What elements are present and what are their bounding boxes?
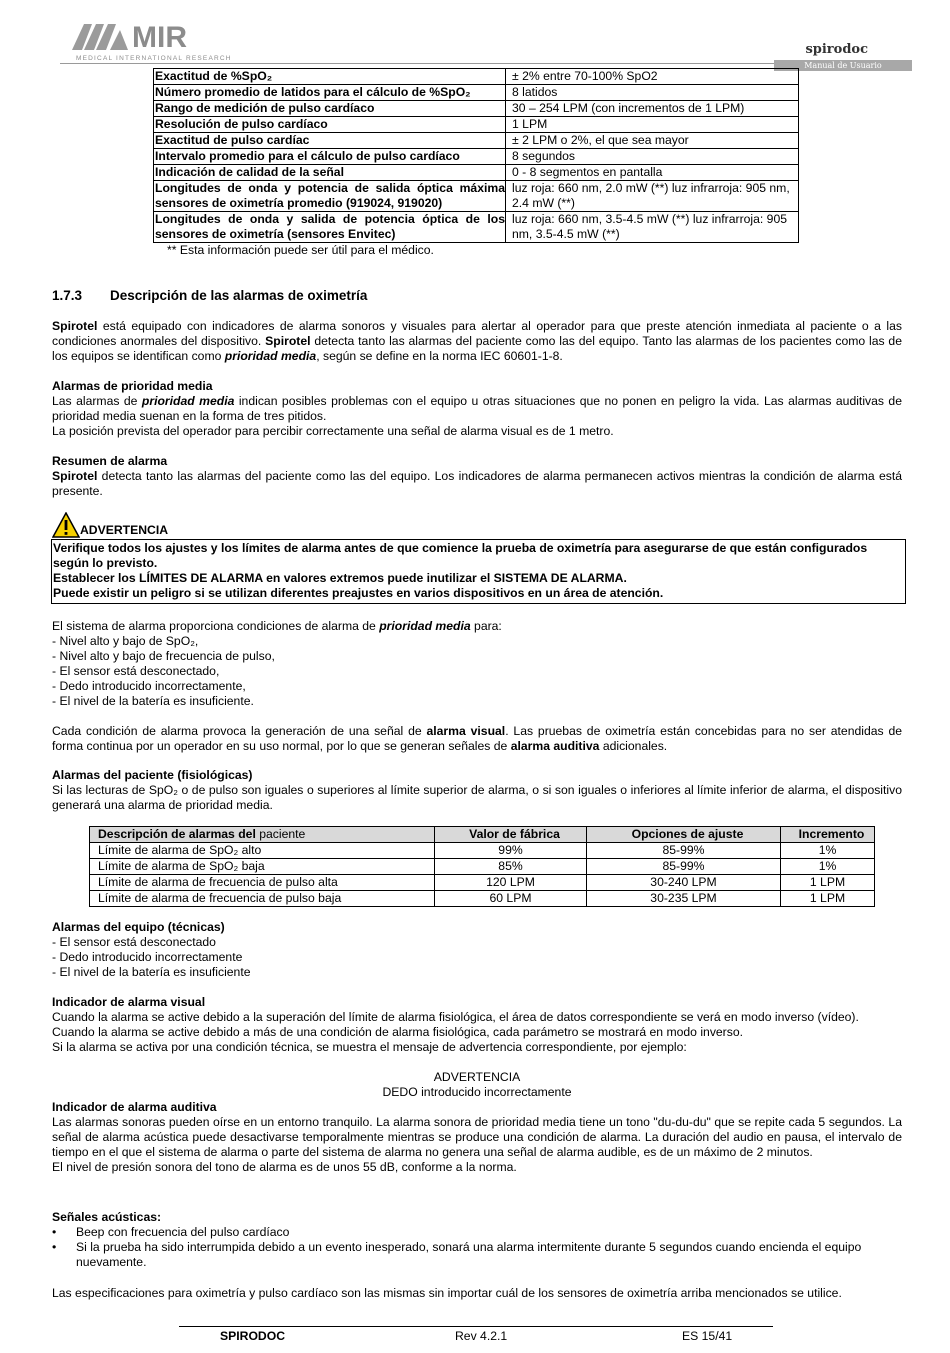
section-heading xyxy=(52,288,367,303)
table-row xyxy=(154,85,799,101)
section-title: Descripción de las alarmas de oximetría xyxy=(110,288,368,303)
table-cell: 1 LPM xyxy=(781,875,875,891)
logo-text: MIR xyxy=(132,21,187,54)
table-cell: Límite de alarma de frecuencia de pulso alta xyxy=(90,875,435,891)
closing-paragraph: Las especificaciones para oximetría y pulso cardíaco son las mismas sin importar cuál de los sensores de oximetría arriba mencionados se utilice. xyxy=(52,1286,842,1300)
spec-label: Longitudes de onda y potencia de salida óptica máxima sensores de oximetría promedio (919024, 919020) xyxy=(155,181,505,210)
patient-alarms-heading: Alarmas del paciente (fisiológicas) xyxy=(52,768,253,782)
table-cell: 60 LPM xyxy=(435,891,587,907)
warning-triangle-icon xyxy=(52,512,80,538)
visual-indicator-heading: Indicador de alarma visual xyxy=(52,995,206,1009)
example-warning-title: ADVERTENCIA xyxy=(433,1070,521,1084)
table-row xyxy=(90,875,875,891)
section-number: 1.7.3 xyxy=(52,288,83,303)
example-warning-text: DEDO introducido incorrectamente xyxy=(382,1085,572,1099)
list-item: - El sensor está desconectado, xyxy=(52,664,220,678)
logo-subtext: MEDICAL INTERNATIONAL RESEARCH xyxy=(76,55,232,62)
spec-label: Exactitud de pulso cardíac xyxy=(154,133,506,149)
spec-value: 8 segundos xyxy=(506,149,799,165)
signals-heading: Señales acústicas: xyxy=(52,1210,162,1224)
acoustic-signals-section xyxy=(52,1210,902,1270)
spec-label: Número promedio de latidos para el cálculo de %SpO₂ xyxy=(154,85,506,101)
table-cell: 85% xyxy=(435,859,587,875)
list-item: - Nivel alto y bajo de frecuencia de pulso, xyxy=(52,649,275,663)
table-row xyxy=(154,133,799,149)
table-header-row: Descripción de alarmas del paciente Valor de fábrica Opciones de ajuste Incremento xyxy=(90,827,875,843)
table-cell: 1 LPM xyxy=(781,891,875,907)
footer-revision: Rev 4.2.1 xyxy=(455,1329,508,1343)
list-item: - El nivel de la batería es insuficiente xyxy=(52,965,251,979)
spec-value: ± 2 LPM o 2%, el que sea mayor xyxy=(506,133,799,149)
list-item: - Dedo introducido incorrectamente xyxy=(52,950,243,964)
table-row xyxy=(154,101,799,117)
spec-value: luz roja: 660 nm, 3.5-4.5 mW (**) luz infrarroja: 905 nm, 3.5-4.5 mW (**) xyxy=(506,212,799,243)
table-row xyxy=(154,165,799,181)
alarm-summary-section: Resumen de alarma Spirotel detecta tanto las alarmas del paciente como las del equipo. Los indicadores de alarma permanecen activos mientras la condición de alarma está presente. xyxy=(52,454,902,498)
spec-label: Rango de medición de pulso cardíaco xyxy=(154,101,506,117)
table-row xyxy=(154,212,799,243)
table-row xyxy=(154,69,799,85)
mir-logo xyxy=(70,16,240,64)
product-name: spirodoc xyxy=(805,42,868,57)
table-cell: 30-235 LPM xyxy=(587,891,781,907)
list-item: • Beep con frecuencia del pulso cardíaco xyxy=(52,1225,902,1240)
list-item: • Si la prueba ha sido interrumpida debido a un evento inesperado, sonará una alarma intermitente durante 5 segundos cuando encienda el equipo nuevamente. xyxy=(52,1240,902,1270)
list-item: - El sensor está desconectado xyxy=(52,935,216,949)
footer-rule xyxy=(179,1326,773,1327)
warning-title: ADVERTENCIA xyxy=(80,523,169,537)
intro-paragraph: Spirotel está equipado con indicadores de alarma sonoros y visuales para alertar al operador para que preste atención inmediata al paciente o a las condiciones anormales del dispositivo. Spirotel detecta tanto las alarmas del paciente como las del equipo. Tanto las alarmas de los pacientes como las de los equipos se identifican como prioridad media, según se define en la norma IEC 60601-1-8. xyxy=(52,319,902,363)
equipment-alarms-heading: Alarmas del equipo (técnicas) xyxy=(52,920,225,934)
medium-priority-heading: Alarmas de prioridad media xyxy=(52,379,213,393)
spec-value: luz roja: 660 nm, 2.0 mW (**) luz infrarroja: 905 nm, 2.4 mW (**) xyxy=(506,181,799,212)
list-item: - El nivel de la batería es insuficiente. xyxy=(52,694,254,708)
spec-value: 1 LPM xyxy=(506,117,799,133)
table-cell: 99% xyxy=(435,843,587,859)
table-cell: Límite de alarma de SpO₂ alto xyxy=(90,843,435,859)
table-cell: 85-99% xyxy=(587,843,781,859)
table-cell: 30-240 LPM xyxy=(587,875,781,891)
spec-label: Longitudes de onda y salida de potencia óptica de los sensores de oximetría (sensores Envitec) xyxy=(155,212,505,241)
alarm-limits-table xyxy=(89,826,875,907)
table-row xyxy=(90,843,875,859)
specs-table xyxy=(153,68,799,243)
list-item: - Nivel alto y bajo de SpO₂, xyxy=(52,634,199,648)
summary-heading: Resumen de alarma xyxy=(52,454,168,468)
medium-priority-section: Alarmas de prioridad media Las alarmas de prioridad media indican posibles problemas con el equipo u otras situaciones que no ponen en peligro la vida. Las alarmas auditivas de prioridad media suenan en la forma de tres pitidos. La posición prevista del operador para percibir correctamente una señal de alarma visual es de 1 metro. xyxy=(52,379,902,438)
equipment-alarms-section xyxy=(52,920,902,980)
specs-note: ** Esta información puede ser útil para el médico. xyxy=(167,243,434,257)
table-cell: Límite de alarma de SpO₂ baja xyxy=(90,859,435,875)
spec-label: Resolución de pulso cardíaco xyxy=(154,117,506,133)
table-cell: Límite de alarma de frecuencia de pulso baja xyxy=(90,891,435,907)
auditory-heading: Indicador de alarma auditiva xyxy=(52,1100,217,1114)
table-row xyxy=(154,181,799,212)
table-cell: 1% xyxy=(781,859,875,875)
table-row xyxy=(154,149,799,165)
patient-alarms-section: Alarmas del paciente (fisiológicas) Si las lecturas de SpO₂ o de pulso son iguales o superiores al límite superior de alarma, o si son iguales o inferiores al límite inferior de alarma, el dispositivo generará una alarma de prioridad media. xyxy=(52,768,902,812)
spec-label: Indicación de calidad de la señal xyxy=(154,165,506,181)
spec-value: ± 2% entre 70-100% SpO2 xyxy=(506,69,799,85)
table-row xyxy=(90,891,875,907)
visual-indicator-section: Indicador de alarma visual Cuando la alarma se active debido a la superación del límite de alarma fisiológica, el área de datos correspondiente se verá en modo inverso (vídeo). Cuando la alarma se active debido a más de una condición de alarma fisiológica, cada parámetro se mostrará en modo inverso. Si la alarma se activa por una condición técnica, se muestra el mensaje de advertencia correspondiente, por ejemplo: ADVERTENCIA DEDO introducido incorrectamente xyxy=(52,995,902,1100)
auditory-indicator-section: Indicador de alarma auditiva Las alarmas sonoras pueden oírse en un entorno tranquilo. La alarma sonora de prioridad media tiene un tono "du-du-du" que se repite cada 5 segundos. La señal de alarma acústica puede desactivarse temporalmente mientras se produce una condición de alarma. La duración del audio en pausa, el intervalo de tiempo en el que el sistema de alarma o parte del sistema de alarma no genera una señal de alarma audible, es de un máximo de 2 minutos. El nivel de presión sonora del tono de alarma es de unos 55 dB, conforme a la norma. xyxy=(52,1100,902,1174)
spec-value: 0 - 8 segmentos en pantalla xyxy=(506,165,799,181)
spec-value: 30 – 254 LPM (con incrementos de 1 LPM) xyxy=(506,101,799,117)
table-row xyxy=(154,117,799,133)
table-cell: 85-99% xyxy=(587,859,781,875)
spec-value: 8 latidos xyxy=(506,85,799,101)
table-cell: 120 LPM xyxy=(435,875,587,891)
table-cell: 1% xyxy=(781,843,875,859)
footer-product: SPIRODOC xyxy=(220,1329,286,1343)
spec-label: Exactitud de %SpO₂ xyxy=(154,69,506,85)
list-item: - Dedo introducido incorrectamente, xyxy=(52,679,246,693)
table-row xyxy=(90,859,875,875)
alarm-conditions: El sistema de alarma proporciona condiciones de alarma de prioridad media para: - Nivel alto y bajo de SpO₂, - Nivel alto y bajo de frecuencia de pulso, - El sensor está desconectado, - Dedo introducido incorrectamente, - El nivel de la batería es insuficiente. xyxy=(52,619,902,709)
spec-label: Intervalo promedio para el cálculo de pulso cardíaco xyxy=(154,149,506,165)
visual-signal-paragraph: Cada condición de alarma provoca la generación de una señal de alarma visual. Las pruebas de oximetría están concebidas para no ser atendidas de forma continua por un operador en su uso normal, por lo que se generan señales de alarma auditiva adicionales. xyxy=(52,724,903,753)
footer-page-number: ES 15/41 xyxy=(682,1329,733,1343)
warning-box: Verifique todos los ajustes y los límites de alarma antes de que comience la prueba de oximetría para asegurarse de que están configurados según lo previsto. Establecer los LÍMITES DE ALARMA en valores extremos puede inutilizar el SISTEMA DE ALARMA. Puede existir un peligro si se utilizan diferentes preajustes en varios dispositivos en un área de atención. xyxy=(51,539,906,604)
manual-label: Manual de Usuario xyxy=(774,60,912,71)
